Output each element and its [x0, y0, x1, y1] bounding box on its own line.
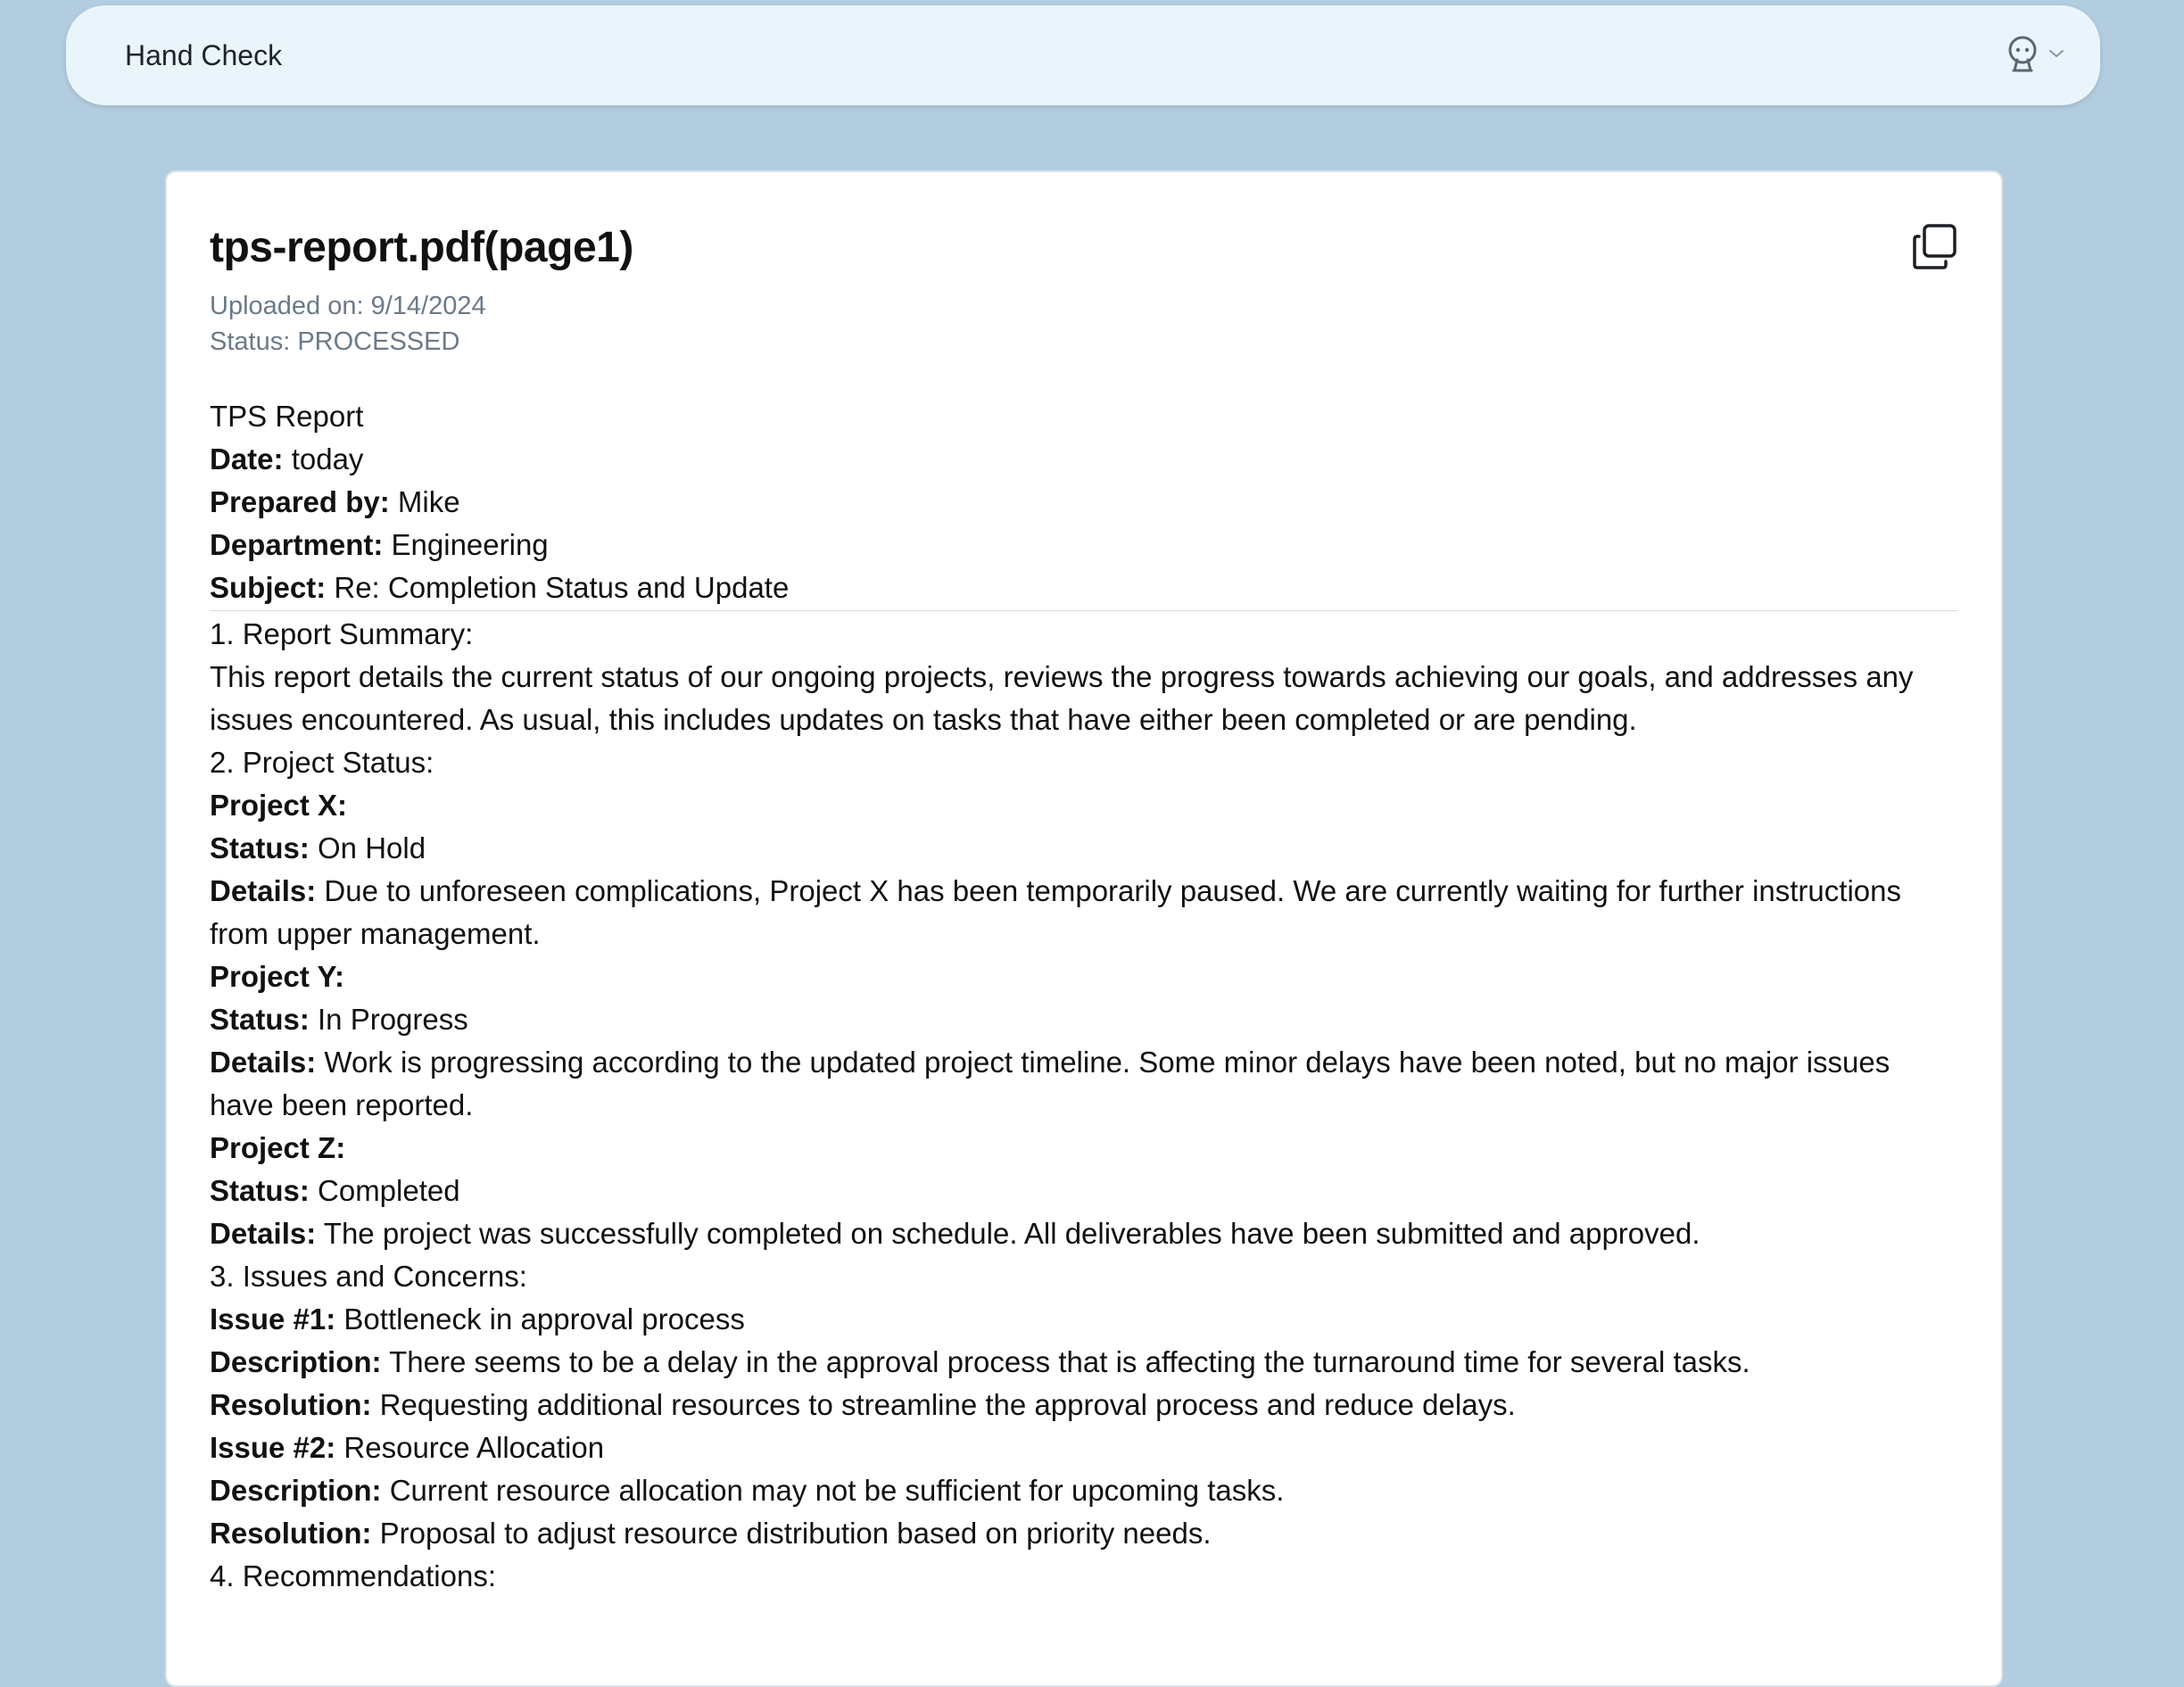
report-line	[210, 1469, 1958, 1512]
document-title: tps-report.pdf(page1)	[210, 224, 633, 271]
copy-icon[interactable]	[1910, 222, 1960, 272]
report-line-value: The project was successfully completed on schedule. All deliverables have been submitted and approved.	[316, 1217, 1700, 1250]
report-line-label: Description:	[210, 1474, 382, 1507]
report-line	[210, 1341, 1958, 1384]
document-content	[210, 395, 1958, 1598]
report-line-value: Due to unforeseen complications, Project X has been temporarily paused. We are currently waiting for further instructions from upper management.	[210, 874, 1901, 950]
report-line	[210, 1384, 1958, 1427]
user-menu-button[interactable]	[2006, 35, 2064, 77]
report-line-label: Resolution:	[210, 1517, 372, 1550]
report-line	[210, 955, 1958, 998]
report-field-value: Re: Completion Status and Update	[326, 571, 790, 604]
report-line	[210, 827, 1958, 870]
report-line	[210, 656, 1958, 741]
report-line	[210, 1170, 1958, 1212]
user-avatar-icon[interactable]	[2006, 35, 2039, 77]
report-line	[210, 741, 1958, 784]
report-line	[210, 870, 1958, 955]
report-line-value: Bottleneck in approval process	[335, 1302, 745, 1336]
report-line-label: Details:	[210, 1046, 317, 1079]
report-line-value: Completed	[309, 1174, 460, 1207]
report-line	[210, 784, 1958, 827]
report-heading: TPS Report	[210, 400, 364, 433]
report-field-value: Mike	[389, 485, 460, 518]
report-line	[210, 1255, 1958, 1298]
report-line-label: Description:	[210, 1345, 382, 1378]
processing-status: Status: PROCESSED	[210, 327, 460, 356]
report-line-label: Status:	[210, 1003, 310, 1036]
report-line-value: Resource Allocation	[335, 1431, 605, 1464]
report-line	[210, 1427, 1958, 1469]
report-line	[210, 1127, 1958, 1170]
report-line	[210, 1512, 1958, 1555]
report-line-value: 2. Project Status:	[210, 746, 434, 779]
upload-date: Uploaded on: 9/14/2024	[210, 292, 486, 320]
report-line-value: 4. Recommendations:	[210, 1559, 496, 1592]
report-line-label: Issue #1:	[210, 1302, 336, 1336]
app-title[interactable]: Hand Check	[125, 38, 283, 71]
report-fields	[210, 438, 1958, 609]
report-field-value: today	[283, 442, 364, 476]
report-line-value: Requesting additional resources to streamline the approval process and reduce delays.	[371, 1388, 1516, 1421]
report-line-label: Status:	[210, 1174, 310, 1207]
report-line-value: Proposal to adjust resource distribution based on priority needs.	[371, 1517, 1212, 1550]
divider	[210, 610, 1958, 611]
report-line-label: Details:	[210, 1217, 317, 1250]
report-line-label: Project X:	[210, 789, 348, 822]
document-meta	[210, 288, 1958, 360]
report-field	[210, 438, 1958, 481]
top-navbar	[66, 5, 2100, 105]
report-line	[210, 1555, 1958, 1598]
report-line-label: Issue #2:	[210, 1431, 336, 1464]
report-field-label: Subject:	[210, 571, 327, 604]
document-card	[165, 170, 2003, 1687]
report-line	[210, 1298, 1958, 1341]
report-line-label: Details:	[210, 874, 317, 907]
report-line-label: Project Y:	[210, 960, 344, 993]
report-line	[210, 1041, 1958, 1127]
report-line	[210, 1212, 1958, 1255]
report-field-value: Engineering	[383, 528, 549, 561]
report-field-label: Date:	[210, 442, 284, 476]
report-line-value: In Progress	[309, 1003, 468, 1036]
report-field	[210, 566, 1958, 609]
report-line-value: On Hold	[309, 831, 426, 864]
report-line-label: Status:	[210, 831, 310, 864]
report-field	[210, 524, 1958, 566]
report-line-value: 3. Issues and Concerns:	[210, 1260, 527, 1293]
report-line-value: This report details the current status of our ongoing projects, reviews the progress towards achieving our goals, and addresses any issues encountered. As usual, this includes updates on tasks that have either been completed or are pending.	[210, 660, 1914, 736]
report-line-value: Current resource allocation may not be sufficient for upcoming tasks.	[381, 1474, 1285, 1507]
report-line	[210, 613, 1958, 656]
report-line	[210, 998, 1958, 1041]
report-field-label: Department:	[210, 528, 384, 561]
report-line-label: Project Z:	[210, 1131, 346, 1164]
report-line-value: 1. Report Summary:	[210, 617, 474, 650]
report-body	[210, 613, 1958, 1598]
report-line-value: There seems to be a delay in the approval process that is affecting the turnaround time for several tasks.	[381, 1345, 1750, 1378]
report-line-value: Work is progressing according to the updated project timeline. Some minor delays have been noted, but no major issues have been reported.	[210, 1046, 1890, 1121]
chevron-down-icon[interactable]	[2048, 47, 2064, 63]
report-field	[210, 481, 1958, 524]
report-line-label: Resolution:	[210, 1388, 372, 1421]
report-field-label: Prepared by:	[210, 485, 390, 518]
